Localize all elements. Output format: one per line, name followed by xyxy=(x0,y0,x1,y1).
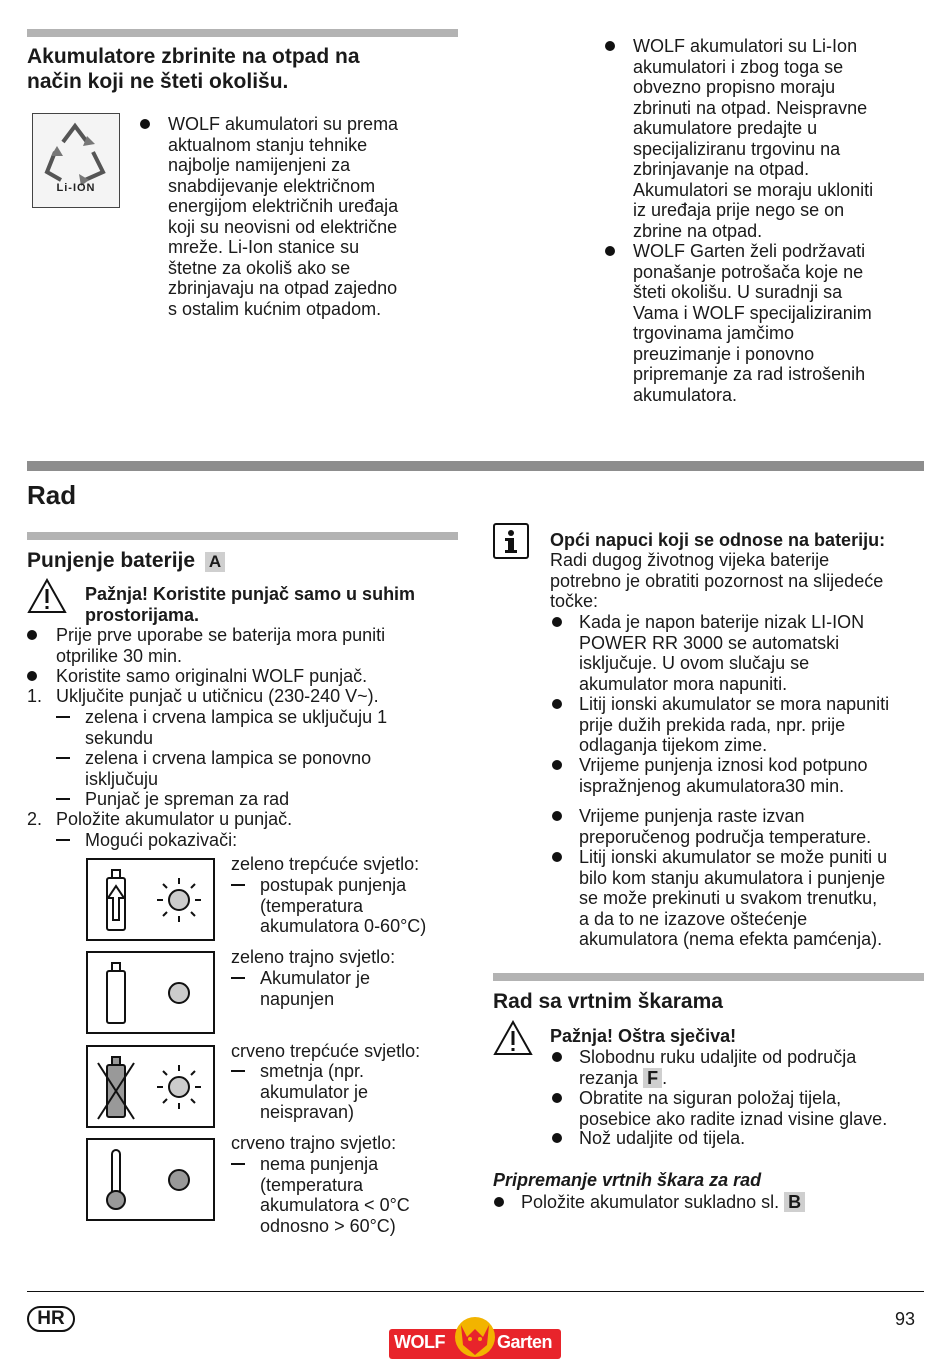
list-item: Kada je napon baterije nizak LI-ION POWER RR 3000 se automatski isključuje. U ovom slučaju se akumulator mora napuniti. xyxy=(552,612,932,694)
list-item: postupak punjenja (temperatura akumulatora 0-60°C) xyxy=(231,875,461,937)
shears-heading: Rad sa vrtnim škarama xyxy=(493,990,723,1013)
bullet-icon xyxy=(552,1052,562,1062)
bullet-icon xyxy=(552,760,562,770)
page-number: 93 xyxy=(895,1309,916,1329)
language-badge: HR xyxy=(27,1306,75,1332)
bullet-icon xyxy=(27,671,37,681)
bullet-icon xyxy=(552,699,562,709)
figure-badge: B xyxy=(784,1192,805,1212)
dash-icon xyxy=(231,884,245,886)
section-rule xyxy=(27,29,458,37)
indicator-title: crveno trajno svjetlo: xyxy=(231,1133,397,1153)
list-item: Vrijeme punjenja raste izvan preporučenog područja temperature. xyxy=(552,806,932,847)
dash-icon xyxy=(56,757,70,759)
list-item: Položite akumulator sukladno sl. B xyxy=(494,1192,914,1213)
section-rule xyxy=(27,532,458,540)
warning-text: Pažnja! Koristite punjač samo u suhim prostorijama. xyxy=(85,584,416,625)
dash-icon xyxy=(56,798,70,800)
list-item: Litij ionski akumulator se može puniti u bilo kom stanju akumulatora i punjenje se može prekinuti u svakom trenutku, a da to ne izazove oštećenje akumulatora (nema efekta pamćenja). xyxy=(552,847,932,950)
list-item: Nož udaljite od tijela. xyxy=(552,1128,932,1149)
section-rule xyxy=(493,973,924,981)
figure-badge: F xyxy=(643,1068,662,1088)
indicator-title: crveno trepćuće svjetlo: xyxy=(231,1041,421,1061)
indicator-red-steady xyxy=(86,1138,215,1221)
list-item: Litij ionski akumulator se mora napuniti prije dužih prekida rada, npr. prije odlaganja tijekom zime. xyxy=(552,694,932,756)
dash-icon xyxy=(56,716,70,718)
page-title: Rad xyxy=(27,480,77,510)
list-item: Koristite samo originalni WOLF punjač. xyxy=(27,666,457,687)
dash-icon xyxy=(231,977,245,979)
bullet-icon xyxy=(494,1197,504,1207)
bullet-icon xyxy=(552,811,562,821)
list-item: Vrijeme punjenja iznosi kod potpuno ispražnjenog akumulatora30 min. xyxy=(552,755,932,796)
bullet-icon xyxy=(552,852,562,862)
warning-icon xyxy=(27,578,67,614)
prep-heading: Pripremanje vrtnih škara za rad xyxy=(493,1170,762,1190)
list-item: 2. Položite akumulator u punjač. xyxy=(27,809,293,829)
dash-icon xyxy=(56,839,70,841)
bullet-icon xyxy=(140,119,150,129)
list-item: Mogući pokazivači: xyxy=(56,830,456,851)
section-rule-main xyxy=(27,461,924,471)
list-item: WOLF Garten želi podržavati ponašanje potrošača koje ne šteti okolišu. U suradnji sa Vama i WOLF specijaliziranim trgovinama jamčimo preuzimanje i ponovno pripremanje za rad istrošenih akumulatora. xyxy=(605,241,925,405)
info-icon xyxy=(493,523,529,559)
list-item: Akumulator je napunjen xyxy=(231,968,461,1009)
indicator-green-blinking xyxy=(86,858,215,941)
figure-badge: A xyxy=(205,552,225,572)
warning-icon xyxy=(493,1020,533,1056)
disposal-heading: Akumulatore zbrinite na otpad na način koji ne šteti okolišu. xyxy=(27,45,360,93)
list-item: Obratite na siguran položaj tijela, posebice ako radite iznad visine glave. xyxy=(552,1088,932,1129)
indicator-green-steady xyxy=(86,951,215,1034)
list-item: Prije prve uporabe se baterija mora puniti otprilike 30 min. xyxy=(27,625,457,666)
bullet-icon xyxy=(27,630,37,640)
bullet-icon xyxy=(552,1133,562,1143)
bullet-icon xyxy=(605,41,615,51)
bullet-icon xyxy=(552,617,562,627)
list-item: zelena i crvena lampica se ponovno isključuju xyxy=(56,748,456,789)
footer-divider xyxy=(27,1291,924,1292)
dash-icon xyxy=(231,1163,245,1165)
list-item: WOLF akumulatori su Li-Ion akumulatori i zbog toga se obvezno propisno moraju zbrinuti na otpad. Neispravne akumulatore predajte u specijaliziranu trgovinu na zbrinjavanje na otpad. Akumulatori se moraju ukloniti iz uređaja prije nego se on zbrine na otpad. xyxy=(605,36,925,241)
wolf-garten-logo: WOLF Garten xyxy=(389,1315,561,1361)
list-item: zelena i crvena lampica se uključuju 1 sekundu xyxy=(56,707,456,748)
warning-text: Pažnja! Oštra sječiva! xyxy=(550,1026,737,1046)
general-intro: Radi dugog životnog vijeka baterije potrebno je obratiti pozornost na slijedeće točke: xyxy=(550,550,884,611)
bullet-icon xyxy=(605,246,615,256)
list-item: smetnja (npr. akumulator je neispravan) xyxy=(231,1061,461,1123)
charging-heading: Punjenje baterije A xyxy=(27,548,225,573)
dash-icon xyxy=(231,1070,245,1072)
list-item: Slobodnu ruku udaljite od područja rezanja F . xyxy=(552,1047,932,1088)
li-ion-recycle-icon xyxy=(32,113,120,208)
li-ion-label: Li-ION xyxy=(56,182,96,194)
indicator-title: zeleno trajno svjetlo: xyxy=(231,947,396,967)
list-item: WOLF akumulatori su prema aktualnom stanju tehnike najbolje namijenjeni za snabdijevanje električnom energijom električnih uređaja koji su neovisni od električne mreže. Li-Ion stanice su štetne za okoliš ako se zbrinjavaju na otpad zajedno s ostalim kućnim otpadom. xyxy=(140,114,450,319)
general-heading: Opći napuci koji se odnose na bateriju: xyxy=(550,530,886,550)
list-item: Punjač je spreman za rad xyxy=(56,789,456,810)
list-item: 1. Uključite punjač u utičnicu (230-240 V~). xyxy=(27,686,379,706)
indicator-title: zeleno trepćuće svjetlo: xyxy=(231,854,420,874)
bullet-icon xyxy=(552,1093,562,1103)
indicator-red-blinking xyxy=(86,1045,215,1128)
list-item: nema punjenja (temperatura akumulatora < 0°C odnosno > 60°C) xyxy=(231,1154,461,1236)
